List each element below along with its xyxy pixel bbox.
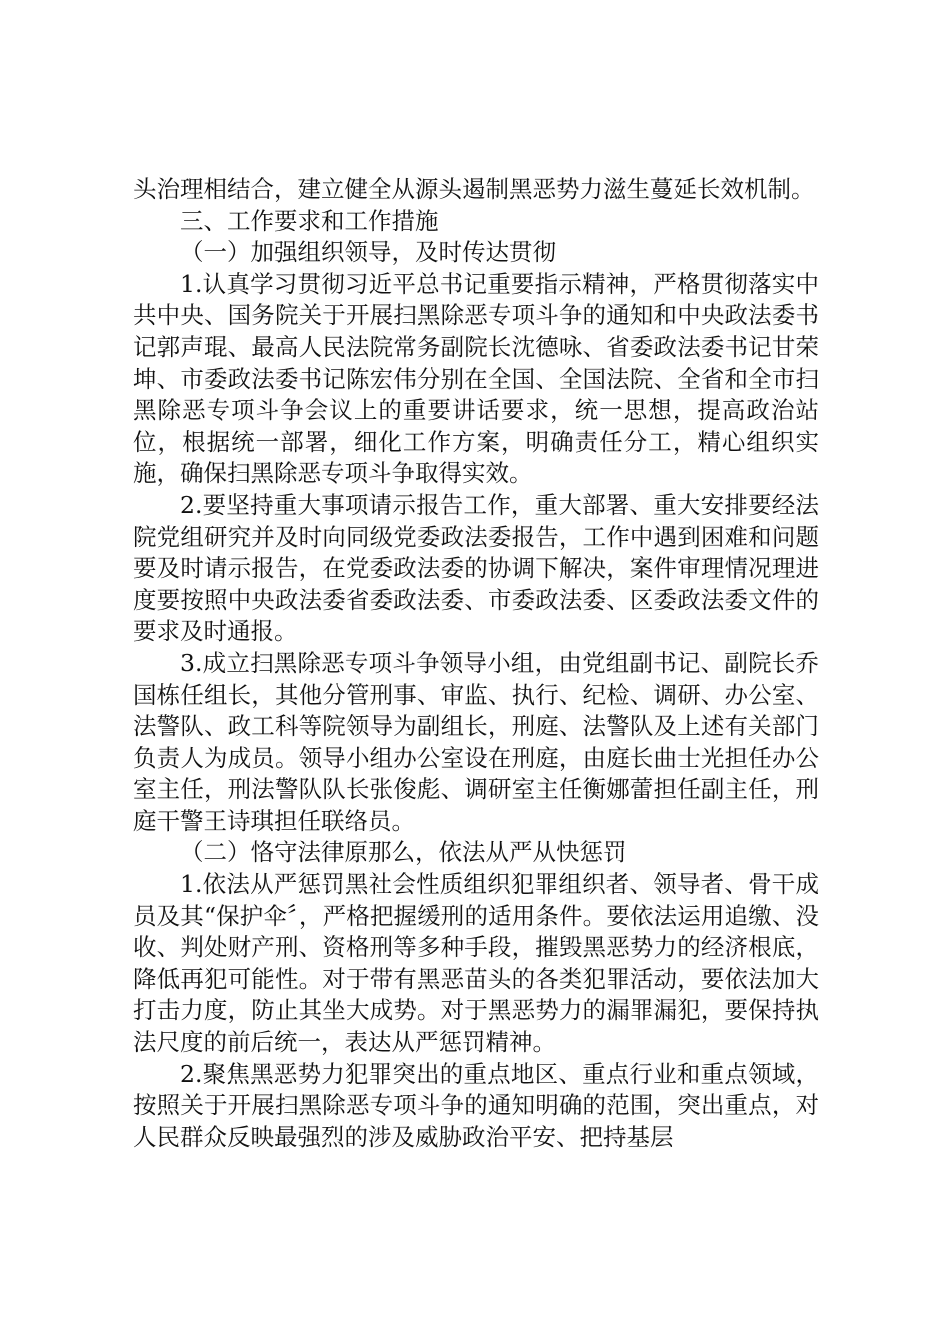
- paragraph: 2.要坚持重大事项请示报告工作，重大部署、重大安排要经法院党组研究并及时向同级党委政法委报告，工作中遇到困难和问题要及时请示报告，在党委政法委的协调下解决，案件审理情况理进度要按照中央政法委省委政法委、市委政法委、区委政法委文件的要求及时通报。: [133, 490, 819, 646]
- paragraph: 3.成立扫黑除恶专项斗争领导小组，由党组副书记、副院长乔国栋任组长，其他分管刑事、审监、执行、纪检、调研、办公室、法警队、政工科等院领导为副组长，刑庭、法警队及上述有关部门负责人为成员。领导小组办公室设在刑庭，由庭长曲士光担任办公室主任，刑法警队队长张俊彪、调研室主任衡娜蕾担任副主任，刑庭干警王诗琪担任联络员。: [133, 648, 819, 835]
- paragraph: 1.依法从严惩罚黑社会性质组织犯罪组织者、领导者、骨干成员及其“保护伞〞，严格把握缓刑的适用条件。要依法运用追缴、没收、判处财产刑、资格刑等多种手段，摧毁黑恶势力的经济根底，降低再犯可能性。对于带有黑恶苗头的各类犯罪活动，要依法加大打击力度，防止其坐大成势。对于黑恶势力的漏罪漏犯，要保持执法尺度的前后统一，表达从严惩罚精神。: [133, 870, 819, 1057]
- paragraph: 2.聚焦黑恶势力犯罪突出的重点地区、重点行业和重点领域，按照关于开展扫黑除恶专项斗争的通知明确的范围，突出重点，对人民群众反映最强烈的涉及威胁政治平安、把持基层: [133, 1059, 819, 1151]
- subsection-heading: （一）加强组织领导，及时传达贯彻: [180, 238, 556, 267]
- paragraph-continued: 头治理相结合，建立健全从源头遏制黑恶势力滋生蔓延长效机制。: [133, 175, 815, 203]
- subsection-heading: （二）恪守法律原那么，依法从严从快惩罚: [180, 838, 627, 867]
- document-body: [133, 174, 819, 1153]
- section-heading: 三、工作要求和工作措施: [180, 206, 439, 235]
- paragraph: 1.认真学习贯彻习近平总书记重要指示精神，严格贯彻落实中共中央、国务院关于开展扫黑除恶专项斗争的通知和中央政法委书记郭声琨、最高人民法院常务副院长沈德咏、省委政法委书记甘荣坤、市委政法委书记陈宏伟分别在全国、全国法院、全省和全市扫黑除恶专项斗争会议上的重要讲话要求，统一思想，提高政治站位，根据统一部署，细化工作方案，明确责任分工，精心组织实施，确保扫黑除恶专项斗争取得实效。: [133, 269, 819, 488]
